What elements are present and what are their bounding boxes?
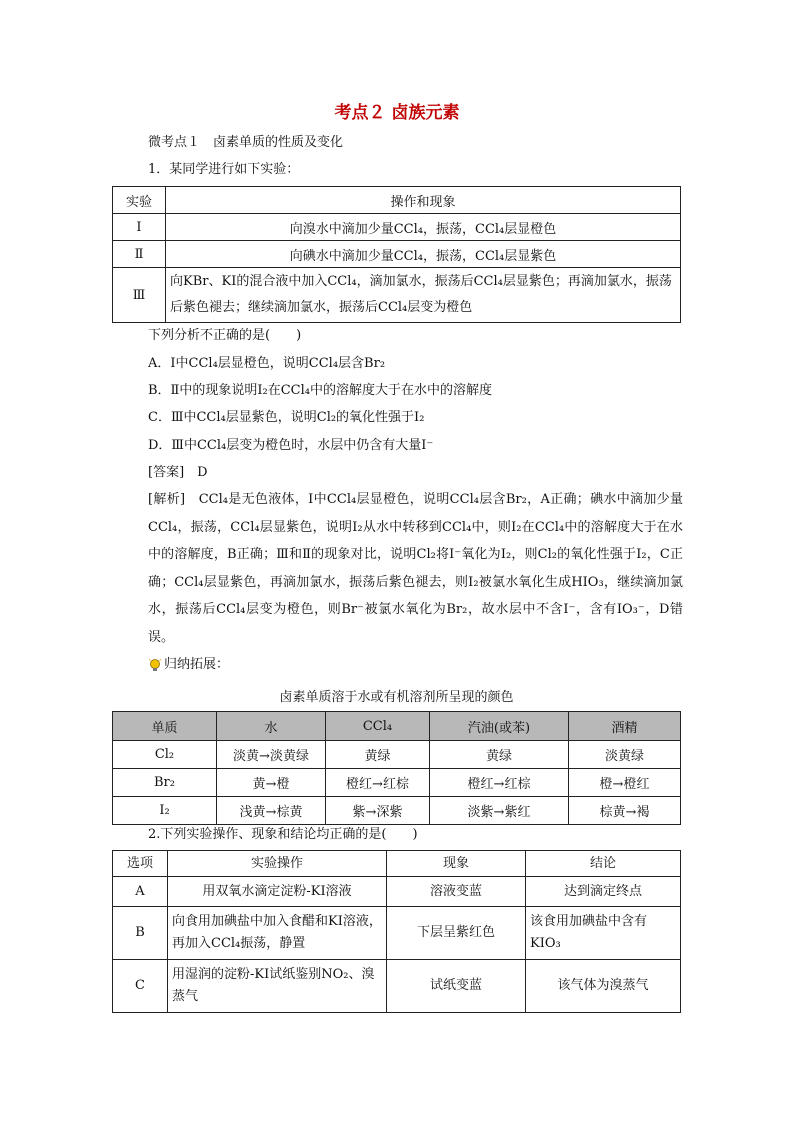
table-row (113, 907, 681, 960)
analysis-label: [解析] (148, 492, 186, 507)
lightbulb-icon (148, 658, 162, 672)
table-cell: Cl₂ (113, 741, 217, 769)
summary-heading (148, 655, 229, 675)
answer-value: D (197, 465, 208, 480)
table-row (113, 741, 681, 769)
section-heading: 微考点１ 卤素单质的性质及变化 (148, 135, 344, 150)
table-cell: 该食用加碘盐中含有KIO₃ (526, 907, 681, 960)
table-row (113, 769, 681, 797)
table-cell: 溶液变蓝 (387, 877, 526, 907)
table-cell: 黄绿 (326, 741, 430, 769)
q1-answer (148, 463, 208, 483)
table-cell: Ⅱ (113, 241, 166, 268)
table-cell: 下层呈紫红色 (387, 907, 526, 960)
q1-option-d: D．Ⅲ中CCl₄层变为橙色时，水层中仍含有大量I⁻ (148, 438, 434, 453)
table-cell: 黄→橙 (217, 769, 326, 797)
table-cell: 向溴水中滴加少量CCl₄，振荡，CCl₄层显橙色 (166, 214, 681, 241)
table-cell: Ⅲ (113, 268, 166, 323)
table-cell: 棕黄→褐 (569, 797, 681, 825)
table-cell: 淡紫→紫红 (430, 797, 569, 825)
table-header: 单质 (113, 712, 217, 741)
table-cell: 浅黄→棕黄 (217, 797, 326, 825)
halogen-color-table (112, 711, 681, 825)
table-header: 汽油(或苯) (430, 712, 569, 741)
q1-prompt: 下列分析不正确的是( ) (148, 328, 302, 343)
table-header: 实验 (113, 187, 166, 214)
q1-option-c: C．Ⅲ中CCl₄层显紫色，说明Cl₂的氧化性强于I₂ (148, 410, 425, 425)
table-cell: 淡黄→淡黄绿 (217, 741, 326, 769)
page-title: 考点２ 卤族元素 (334, 103, 460, 123)
table-cell: 该气体为溴蒸气 (526, 960, 681, 1013)
table-cell: 橙红→红棕 (430, 769, 569, 797)
table-cell: 淡黄绿 (569, 741, 681, 769)
q2-options-table (112, 850, 681, 1013)
answer-label: [答案] (148, 465, 185, 480)
table-cell: I₂ (113, 797, 217, 825)
table-cell: 向食用加碘盐中加入食醋和KI溶液，再加入CCl₄振荡，静置 (168, 907, 387, 960)
q1-stem: 1．某同学进行如下实验： (148, 162, 300, 177)
q1-option-a: A．Ⅰ中CCl₄层显橙色，说明CCl₄层含Br₂ (148, 356, 386, 371)
q2-stem: 2.下列实验操作、现象和结论均正确的是( ) (148, 827, 418, 842)
table-cell: 橙→橙红 (569, 769, 681, 797)
table-header: 现象 (387, 851, 526, 877)
analysis-text: CCl₄是无色液体，Ⅰ中CCl₄层显橙色，说明CCl₄层含Br₂，A正确；碘水中滴加少量CCl₄，振荡，CCl₄层显紫色，说明I₂从水中转移到CCl₄中，则I₂在CCl₄中的溶解度大于在水中的溶解度，B正确；Ⅲ和Ⅱ的现象对比，说明Cl₂将I⁻氧化为I₂，则Cl₂的氧化性强于I₂，C正确；CCl₄层显紫色，再滴加氯水，振荡后紫色褪去，则I₂被氯水氧化生成HIO₃，继续滴加氯水，振荡后CCl₄层变为橙色，则Br⁻被氯水氧化为Br₂，故水层中不含I⁻，含有IO₃⁻，D错误。 (148, 492, 683, 645)
table-header: 结论 (526, 851, 681, 877)
table-cell: C (113, 960, 168, 1013)
table-row (113, 877, 681, 907)
table-cell: 用双氧水滴定淀粉-KI溶液 (168, 877, 387, 907)
table-cell: 黄绿 (430, 741, 569, 769)
q1-experiment-table (112, 186, 681, 323)
table-cell: B (113, 907, 168, 960)
table-cell: Ⅰ (113, 214, 166, 241)
table-header: 酒精 (569, 712, 681, 741)
table-header: 操作和现象 (166, 187, 681, 214)
table-header: 实验操作 (168, 851, 387, 877)
table-cell: 试纸变蓝 (387, 960, 526, 1013)
summary-caption: 卤素单质溶于水或有机溶剂所呈现的颜色 (279, 690, 514, 705)
q1-analysis (148, 486, 683, 651)
table-cell: Br₂ (113, 769, 217, 797)
table-header: CCl₄ (326, 712, 430, 741)
table-cell: 用湿润的淀粉-KI试纸鉴别NO₂、溴蒸气 (168, 960, 387, 1013)
summary-label: 归纳拓展： (164, 657, 230, 672)
table-cell: 向碘水中滴加少量CCl₄，振荡，CCl₄层显紫色 (166, 241, 681, 268)
table-cell: 紫→深紫 (326, 797, 430, 825)
q1-option-b: B．Ⅱ中的现象说明I₂在CCl₄中的溶解度大于在水中的溶解度 (148, 383, 492, 398)
table-cell: A (113, 877, 168, 907)
table-row (113, 960, 681, 1013)
table-header: 选项 (113, 851, 168, 877)
table-cell: 达到滴定终点 (526, 877, 681, 907)
table-cell: 橙红→红棕 (326, 769, 430, 797)
table-row (113, 797, 681, 825)
table-header: 水 (217, 712, 326, 741)
table-cell: 向KBr、KI的混合液中加入CCl₄，滴加氯水，振荡后CCl₄层显紫色；再滴加氯水，振荡后紫色褪去；继续滴加氯水，振荡后CCl₄层变为橙色 (166, 268, 681, 323)
